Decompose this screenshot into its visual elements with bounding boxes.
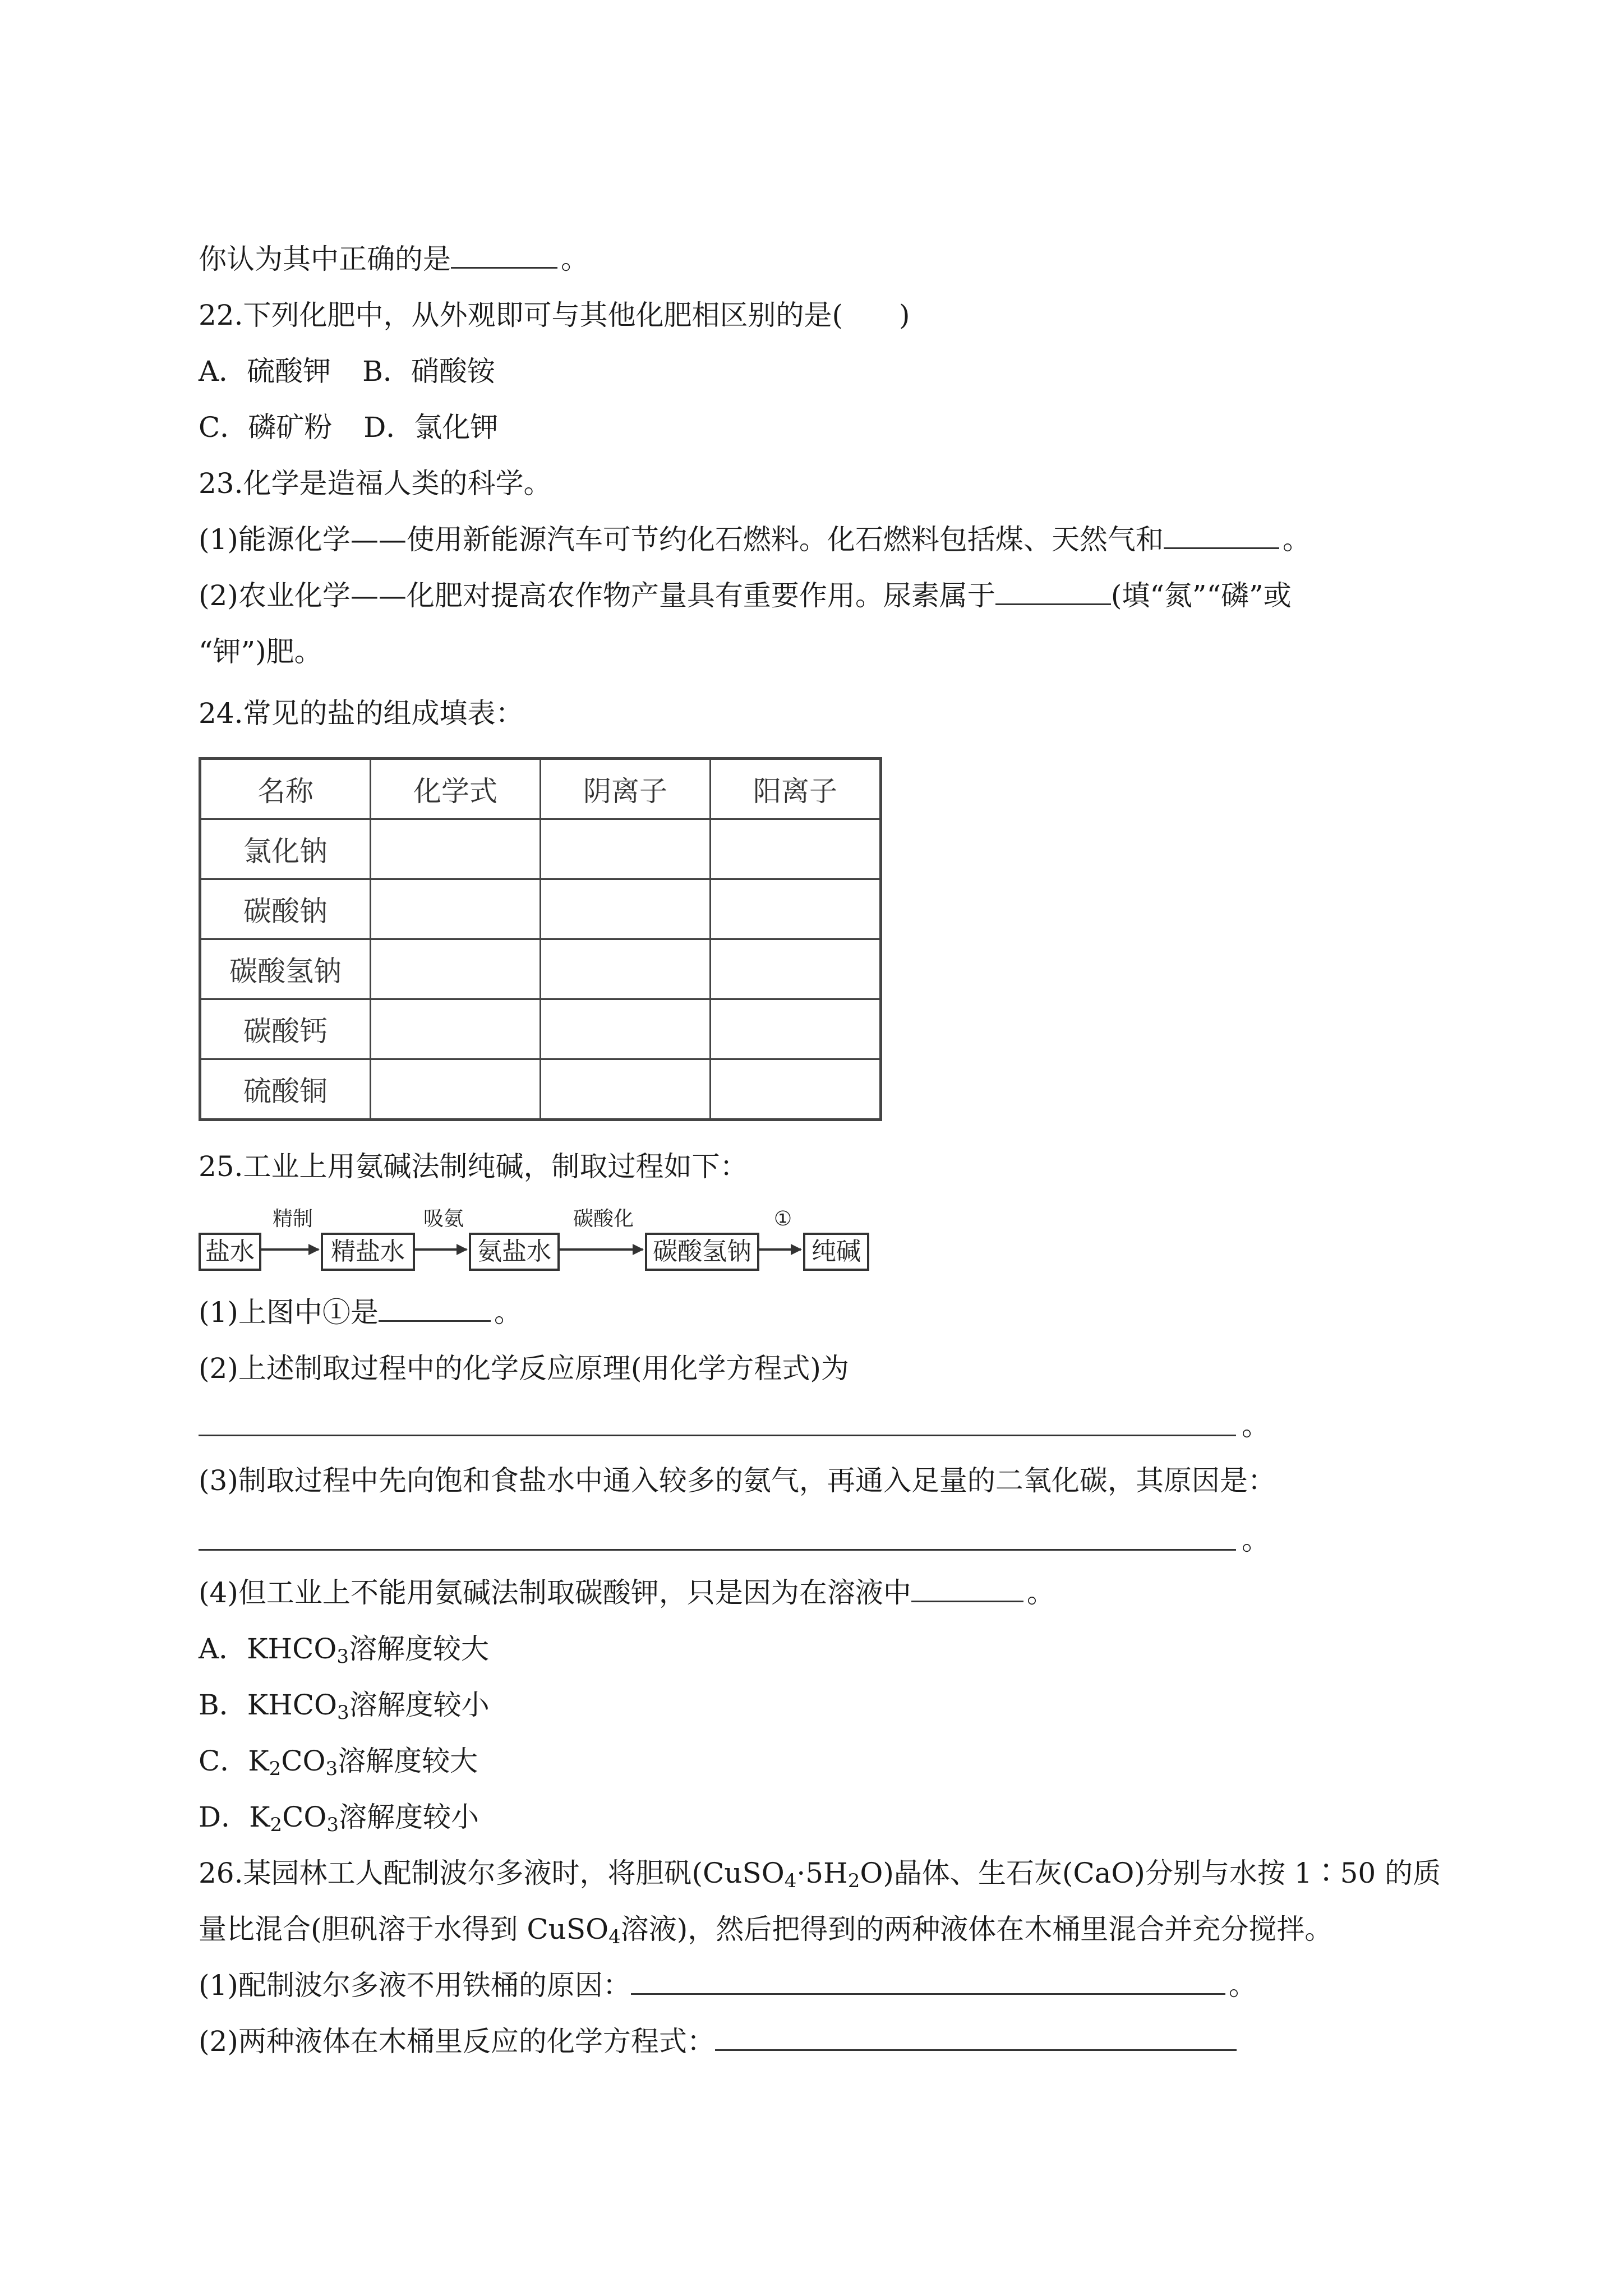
q23-part1-blank[interactable] xyxy=(1164,523,1279,549)
anion-cell[interactable] xyxy=(541,1059,711,1120)
option-text: C．K xyxy=(199,1745,269,1777)
flow-box-soda-ash: 纯碱 xyxy=(803,1233,869,1271)
subscript: 3 xyxy=(336,1702,349,1724)
q22-option-c[interactable]: C．磷矿粉 xyxy=(199,411,333,444)
table-row xyxy=(200,939,881,999)
q25-part1-tail: 。 xyxy=(494,1296,522,1329)
q23-part1 xyxy=(199,523,1311,556)
subscript: 2 xyxy=(847,1870,860,1892)
q25-part1-blank[interactable] xyxy=(379,1295,491,1322)
q26-part1 xyxy=(199,1968,1257,2002)
q26-part2-blank[interactable] xyxy=(715,2025,1237,2051)
table-row xyxy=(200,999,881,1059)
subscript: 4 xyxy=(608,1926,621,1948)
option-text: D．K xyxy=(199,1801,270,1833)
q26-part2 xyxy=(199,2025,1237,2058)
q25-part3-end: 。 xyxy=(1242,1524,1270,1556)
cation-cell[interactable] xyxy=(711,939,881,999)
q26-line2 xyxy=(199,1912,1332,1946)
q25-option-d[interactable] xyxy=(199,1800,479,1834)
flow-arrow xyxy=(414,1248,467,1251)
option-text: 溶解度较大 xyxy=(338,1745,478,1777)
table-header-row xyxy=(200,759,881,819)
flow-arrow xyxy=(758,1248,801,1251)
table-row xyxy=(200,1059,881,1120)
q25-part4 xyxy=(199,1576,1055,1610)
q25-part3-answer-line[interactable] xyxy=(199,1549,1236,1551)
q23-part2-cont: “钾”)肥。 xyxy=(199,635,322,668)
flow-label-absorb-ammonia: 吸氨 xyxy=(423,1207,464,1230)
q25-option-c[interactable] xyxy=(199,1744,478,1778)
subscript: 3 xyxy=(326,1814,339,1836)
subscript: 3 xyxy=(325,1758,338,1780)
anion-cell[interactable] xyxy=(541,999,711,1059)
q25-part4-blank[interactable] xyxy=(911,1576,1023,1602)
q26-text: ·5H xyxy=(796,1857,848,1889)
q25-stem: 25.工业上用氨碱法制纯碱，制取过程如下： xyxy=(199,1150,748,1183)
salt-name: 碳酸钙 xyxy=(200,999,371,1059)
header-formula: 化学式 xyxy=(371,759,541,819)
salt-name: 碳酸氢钠 xyxy=(200,939,371,999)
formula-cell[interactable] xyxy=(371,819,541,879)
q25-part2: (2)上述制取过程中的化学反应原理(用化学方程式)为 xyxy=(199,1352,849,1385)
subscript: 2 xyxy=(269,1758,282,1780)
q22-option-d[interactable]: D．氯化钾 xyxy=(363,411,499,444)
q23-part2-tail: (填“氮”“磷”或 xyxy=(1110,579,1292,612)
q25-part1-text: (1)上图中①是 xyxy=(199,1296,379,1329)
anion-cell[interactable] xyxy=(541,819,711,879)
flow-arrow xyxy=(559,1248,643,1251)
header-name: 名称 xyxy=(200,759,371,819)
formula-cell[interactable] xyxy=(371,999,541,1059)
option-text: CO xyxy=(282,1801,327,1833)
cation-cell[interactable] xyxy=(711,1059,881,1120)
flow-box-sodium-bicarbonate: 碳酸氢钠 xyxy=(645,1233,759,1271)
option-text: 溶解度较小 xyxy=(349,1689,490,1721)
salt-name: 碳酸钠 xyxy=(200,879,371,939)
option-text: 溶解度较小 xyxy=(338,1801,479,1833)
q26-part2-text: (2)两种液体在木桶里反应的化学方程式： xyxy=(199,2025,715,2058)
header-anion: 阴离子 xyxy=(541,759,711,819)
q24-stem: 24.常见的盐的组成填表： xyxy=(199,697,524,730)
table-row xyxy=(200,879,881,939)
flow-label-step1: ① xyxy=(773,1207,792,1230)
salt-name: 硫酸铜 xyxy=(200,1059,371,1120)
q26-part1-tail: 。 xyxy=(1228,1969,1257,2002)
q25-part4-text: (4)但工业上不能用氨碱法制取碳酸钾，只是因为在溶液中 xyxy=(199,1576,911,1609)
formula-cell[interactable] xyxy=(371,1059,541,1120)
anion-cell[interactable] xyxy=(541,939,711,999)
q25-part2-end: 。 xyxy=(1242,1409,1270,1442)
cation-cell[interactable] xyxy=(711,879,881,939)
answer-blank[interactable] xyxy=(451,242,557,269)
q22-option-b[interactable]: B．硝酸铵 xyxy=(362,355,495,388)
q22-options-row1 xyxy=(199,354,495,388)
option-text: A．KHCO xyxy=(199,1633,337,1665)
q22-stem: 22.下列化肥中，从外观即可与其他化肥相区别的是( ) xyxy=(199,299,910,331)
option-text: CO xyxy=(281,1745,326,1777)
q26-line1 xyxy=(199,1856,1441,1890)
salt-name: 氯化钠 xyxy=(200,819,371,879)
option-text: B．KHCO xyxy=(199,1689,337,1721)
flow-box-refined-brine: 精盐水 xyxy=(321,1233,415,1271)
intro-text: 你认为其中正确的是 xyxy=(199,243,451,275)
flow-arrow xyxy=(261,1248,319,1251)
q26-text: O)晶体、生石灰(CaO)分别与水按 1∶50 的质 xyxy=(860,1857,1441,1889)
cation-cell[interactable] xyxy=(711,999,881,1059)
q23-stem: 23.化学是造福人类的科学。 xyxy=(199,467,552,500)
subscript: 4 xyxy=(784,1870,797,1892)
intro-tail: 。 xyxy=(561,243,589,275)
subscript: 2 xyxy=(270,1814,283,1836)
q26-part1-text: (1)配制波尔多液不用铁桶的原因： xyxy=(199,1969,631,2002)
q25-option-a[interactable] xyxy=(199,1632,489,1666)
cation-cell[interactable] xyxy=(711,819,881,879)
q23-part2-text: (2)农业化学——化肥对提高农作物产量具有重要作用。尿素属于 xyxy=(199,579,995,612)
flow-box-ammoniated-brine: 氨盐水 xyxy=(469,1233,560,1271)
q23-part2 xyxy=(199,579,1292,612)
q25-part3: (3)制取过程中先向饱和食盐水中通入较多的氨气，再通入足量的二氧化碳，其原因是： xyxy=(199,1464,1276,1497)
q25-option-b[interactable] xyxy=(199,1688,490,1722)
formula-cell[interactable] xyxy=(371,879,541,939)
salt-composition-table xyxy=(199,757,882,1121)
q22-options-row2 xyxy=(199,411,498,444)
formula-cell[interactable] xyxy=(371,939,541,999)
table-row xyxy=(200,819,881,879)
intro-line xyxy=(199,242,589,276)
subscript: 3 xyxy=(336,1645,349,1668)
anion-cell[interactable] xyxy=(541,879,711,939)
q22-option-a[interactable]: A．硫酸钾 xyxy=(199,355,331,388)
q26-text: 溶液)，然后把得到的两种液体在木桶里混合并充分搅拌。 xyxy=(620,1913,1333,1945)
q23-part1-text: (1)能源化学——使用新能源汽车可节约化石燃料。化石燃料包括煤、天然气和 xyxy=(199,523,1164,556)
flow-box-brine: 盐水 xyxy=(199,1233,261,1271)
flow-label-carbonation: 碳酸化 xyxy=(573,1207,634,1230)
q23-part1-tail: 。 xyxy=(1282,523,1311,556)
option-text: 溶解度较大 xyxy=(348,1633,489,1665)
header-cation: 阳离子 xyxy=(711,759,881,819)
q25-part2-answer-line[interactable] xyxy=(199,1435,1236,1436)
ammonia-soda-flow-diagram xyxy=(199,1205,888,1278)
q26-part1-blank[interactable] xyxy=(631,1968,1225,1995)
q23-part2-blank[interactable] xyxy=(995,579,1111,605)
flow-label-refine: 精制 xyxy=(272,1207,313,1230)
q26-text: 量比混合(胆矾溶于水得到 CuSO xyxy=(199,1913,609,1945)
q25-part4-tail: 。 xyxy=(1026,1576,1055,1609)
q26-text: 26.某园林工人配制波尔多液时，将胆矾(CuSO xyxy=(199,1857,785,1889)
q25-part1 xyxy=(199,1295,522,1329)
